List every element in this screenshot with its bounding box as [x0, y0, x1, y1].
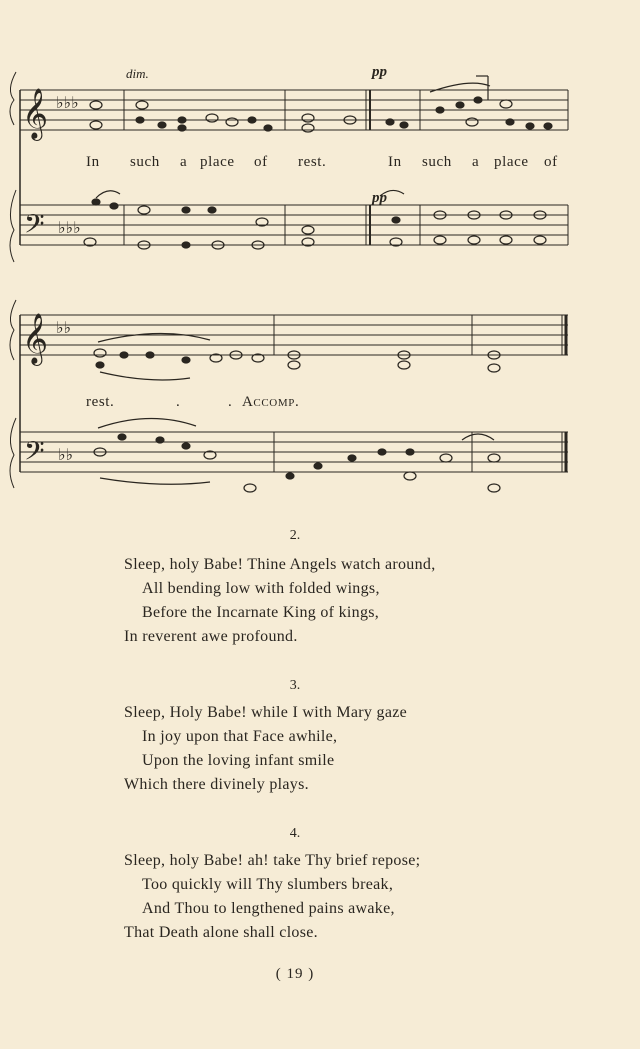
lyric-word: In — [388, 154, 402, 170]
verse-number: 2. — [289, 528, 301, 543]
lyric-word: In — [86, 154, 100, 170]
verse-line: That Death alone shall close. — [124, 924, 318, 941]
verse-line: Sleep, Holy Babe! while I with Mary gaze — [124, 704, 408, 721]
verse-line: Sleep, holy Babe! ah! take Thy brief repose; — [124, 852, 421, 869]
verse-line: Before the Incarnate King of kings, — [142, 604, 380, 621]
dynamic-dim: dim. — [126, 66, 149, 81]
verse-line: Too quickly will Thy slumbers break, — [142, 876, 394, 893]
treble-clef-icon: 𝄞 — [22, 88, 49, 139]
system2-bass-staff — [20, 432, 568, 472]
treble-clef-icon: 𝄞 — [22, 313, 49, 364]
lyric-word: place — [200, 154, 235, 170]
lyric-word: place — [494, 154, 529, 170]
lyric-word: of — [254, 154, 268, 170]
bass-clef-icon: 𝄢 — [24, 435, 45, 473]
verse-number: 3. — [289, 678, 301, 693]
lyric-word: such — [130, 154, 160, 170]
lyric-dot: . — [176, 394, 181, 410]
lyric-dot: . — [228, 394, 233, 410]
svg-text:♭♭♭: ♭♭♭ — [58, 218, 81, 237]
page-number: ( 19 ) — [275, 966, 315, 982]
bass-clef-icon: 𝄢 — [24, 208, 45, 246]
lyric-word: rest. — [298, 154, 327, 170]
lyric-word: such — [422, 154, 452, 170]
verse-line: All bending low with folded wings, — [142, 580, 380, 597]
lyric-word: a — [472, 154, 480, 170]
dynamic-pp-upper: pp — [372, 64, 387, 80]
verse-number: 4. — [289, 826, 301, 841]
lyric-word: of — [544, 154, 558, 170]
accomp-label: Accomp. — [242, 394, 300, 410]
dynamic-pp-lower: pp — [372, 190, 387, 206]
verse-line: Upon the loving infant smile — [142, 752, 335, 769]
svg-text:♭♭: ♭♭ — [56, 318, 72, 337]
svg-text:♭♭♭: ♭♭♭ — [56, 93, 79, 112]
verse-line: In reverent awe profound. — [124, 628, 298, 645]
lyric-word: a — [180, 154, 188, 170]
svg-text:♭♭: ♭♭ — [58, 445, 74, 464]
lyric-word: rest. — [86, 394, 115, 410]
verse-line: And Thou to lengthened pains awake, — [142, 900, 395, 917]
verse-line: In joy upon that Face awhile, — [142, 728, 338, 745]
verse-line: Sleep, holy Babe! Thine Angels watch around, — [124, 556, 436, 573]
verse-line: Which there divinely plays. — [124, 776, 309, 793]
system1-bass-staff — [20, 205, 568, 245]
music-score — [0, 0, 640, 500]
